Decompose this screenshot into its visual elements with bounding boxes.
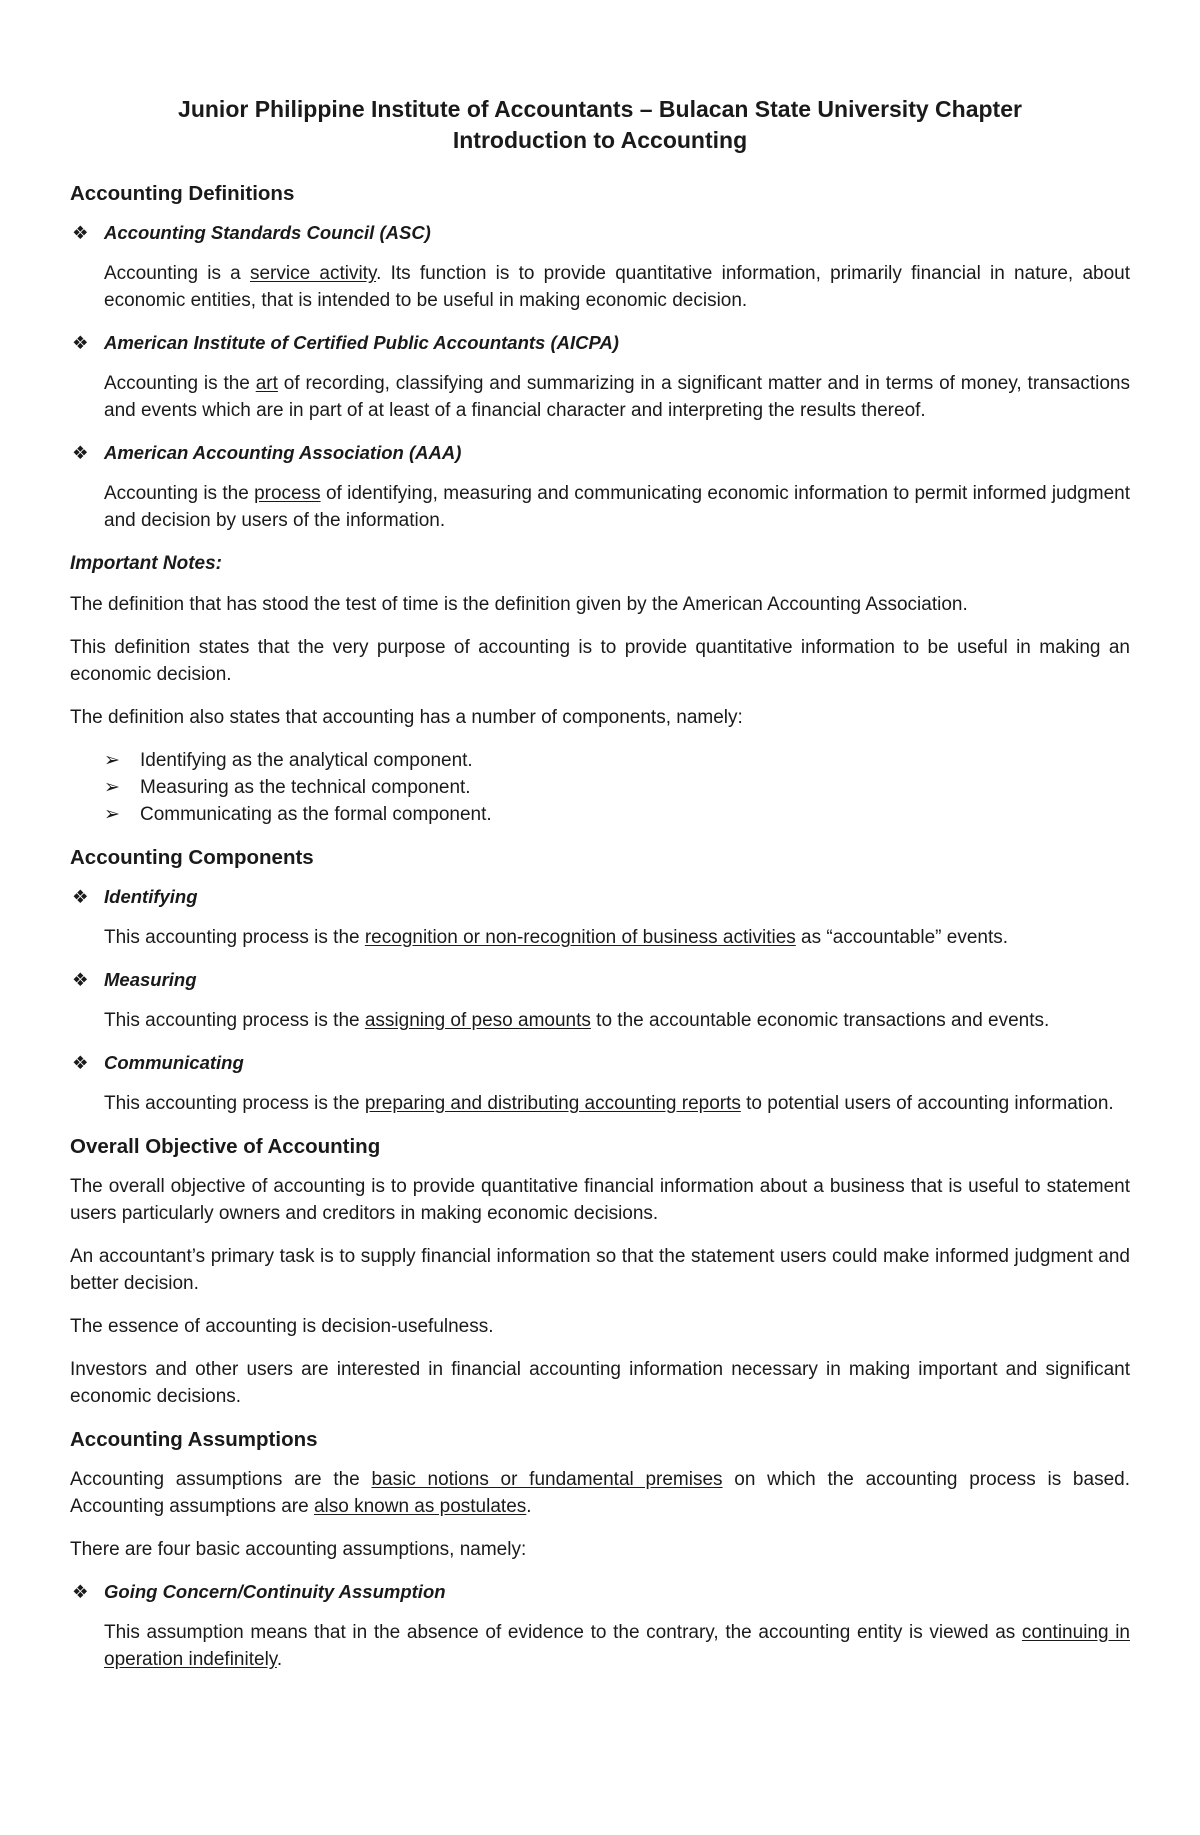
- bullet-heading-text: Accounting Standards Council (ASC): [104, 222, 431, 243]
- text: as “accountable” events.: [795, 927, 1009, 948]
- going-concern-definition: [104, 1619, 1130, 1673]
- diamond-bullet-icon: ❖: [72, 222, 89, 243]
- section-heading-components: Accounting Components: [70, 846, 314, 869]
- text: to potential users of accounting information.: [740, 1093, 1114, 1114]
- diamond-bullet-icon: ❖: [72, 332, 89, 353]
- bullet-heading-asc: [70, 220, 1130, 246]
- text: Accounting is the: [104, 483, 255, 504]
- text: Accounting is a: [104, 263, 250, 284]
- important-notes-label: Important Notes:: [70, 553, 222, 574]
- text: . Its function is to provide quantitative information, primarily financial in nature, about economic entities, that is intended to be useful in making economic decision.: [104, 263, 1130, 311]
- bullet-heading-aicpa: [70, 330, 1130, 356]
- bullet-heading-text: American Accounting Association (AAA): [104, 442, 462, 463]
- bullet-heading-text: American Institute of Certified Public Accountants (AICPA): [104, 332, 619, 353]
- underlined-term: recognition or non-recognition of business activities: [364, 927, 796, 948]
- diamond-bullet-icon: ❖: [72, 886, 89, 907]
- list-item-text: Measuring as the technical component.: [140, 777, 471, 798]
- diamond-bullet-icon: ❖: [72, 1581, 89, 1602]
- diamond-bullet-icon: ❖: [72, 442, 89, 463]
- text: This accounting process is the: [104, 927, 365, 948]
- text: of recording, classifying and summarizing in a significant matter and in terms of money, transactions and events which are in part of at least of a financial character and interpreting the results thereof.: [104, 373, 1130, 421]
- list-item: [104, 747, 1130, 774]
- arrow-bullet-icon: ➢: [104, 750, 120, 771]
- document-header: [70, 94, 1130, 156]
- diamond-bullet-icon: ❖: [72, 969, 89, 990]
- definition-aaa: [104, 480, 1130, 534]
- section-heading-definitions: Accounting Definitions: [70, 182, 295, 205]
- underlined-term: process: [254, 483, 321, 504]
- header-title-line: Introduction to Accounting: [452, 127, 748, 153]
- underlined-term: basic notions or fundamental premises: [371, 1469, 723, 1490]
- definition-asc: [104, 260, 1130, 314]
- underlined-term: service activity: [249, 263, 377, 284]
- diamond-bullet-icon: ❖: [72, 1052, 89, 1073]
- bullet-heading-text: Identifying: [104, 886, 198, 907]
- bullet-heading-text: Measuring: [104, 969, 197, 990]
- bullet-heading-identifying: [70, 884, 1130, 910]
- text: .: [526, 1496, 532, 1517]
- components-list: [104, 747, 1130, 828]
- list-item: [104, 801, 1130, 828]
- bullet-heading-measuring: [70, 967, 1130, 993]
- header-org-line: Junior Philippine Institute of Accountants – Bulacan State University Chapter: [178, 96, 1022, 122]
- list-item: [104, 774, 1130, 801]
- note-paragraph: This definition states that the very purpose of accounting is to provide quantitative information to be useful in making an economic decision.: [70, 637, 1130, 685]
- underlined-term: assigning of peso amounts: [364, 1010, 591, 1031]
- underlined-term: also known as postulates: [313, 1496, 527, 1517]
- component-identifying: [104, 924, 1130, 951]
- text: Accounting assumptions are the: [70, 1469, 372, 1490]
- text: This accounting process is the: [104, 1010, 365, 1031]
- objective-paragraph: Investors and other users are interested in financial accounting information necessary in making important and significant economic decisions.: [70, 1359, 1130, 1407]
- assumptions-intro: [70, 1466, 1130, 1520]
- list-item-text: Communicating as the formal component.: [140, 804, 492, 825]
- component-communicating: [104, 1090, 1130, 1117]
- definition-aicpa: [104, 370, 1130, 424]
- underlined-term: art: [255, 373, 278, 394]
- bullet-heading-communicating: [70, 1050, 1130, 1076]
- arrow-bullet-icon: ➢: [104, 804, 120, 825]
- section-heading-objective: Overall Objective of Accounting: [70, 1135, 381, 1158]
- text: on which the accounting process is based. Accounting assumptions are: [70, 1469, 1130, 1517]
- text: Accounting is the: [104, 373, 256, 394]
- assumptions-count: There are four basic accounting assumptions, namely:: [70, 1539, 527, 1560]
- text: This assumption means that in the absence of evidence to the contrary, the accounting entity is viewed as: [104, 1622, 1022, 1643]
- bullet-heading-aaa: [70, 440, 1130, 466]
- text: This accounting process is the: [104, 1093, 365, 1114]
- bullet-heading-text: Going Concern/Continuity Assumption: [104, 1581, 446, 1602]
- text: to the accountable economic transactions and events.: [590, 1010, 1050, 1031]
- objective-paragraph: The essence of accounting is decision-usefulness.: [70, 1316, 494, 1337]
- underlined-term: continuing in operation indefinitely: [104, 1622, 1130, 1670]
- objective-paragraph: An accountant’s primary task is to supply financial information so that the statement users could make informed judgment and better decision.: [70, 1246, 1130, 1294]
- component-measuring: [104, 1007, 1130, 1034]
- section-heading-assumptions: Accounting Assumptions: [70, 1428, 318, 1451]
- note-paragraph: The definition that has stood the test of time is the definition given by the American Accounting Association.: [70, 594, 968, 615]
- bullet-heading-text: Communicating: [104, 1052, 244, 1073]
- list-item-text: Identifying as the analytical component.: [140, 750, 473, 771]
- bullet-heading-going-concern: [70, 1579, 1130, 1605]
- underlined-term: preparing and distributing accounting reports: [364, 1093, 741, 1114]
- note-paragraph: The definition also states that accounting has a number of components, namely:: [70, 707, 743, 728]
- text: .: [276, 1649, 283, 1670]
- text: of identifying, measuring and communicating economic information to permit informed judgment and decision by users of the information.: [104, 483, 1130, 531]
- arrow-bullet-icon: ➢: [104, 777, 120, 798]
- objective-paragraph: The overall objective of accounting is to provide quantitative financial information about a business that is useful to statement users particularly owners and creditors in making economic decisions.: [70, 1176, 1130, 1224]
